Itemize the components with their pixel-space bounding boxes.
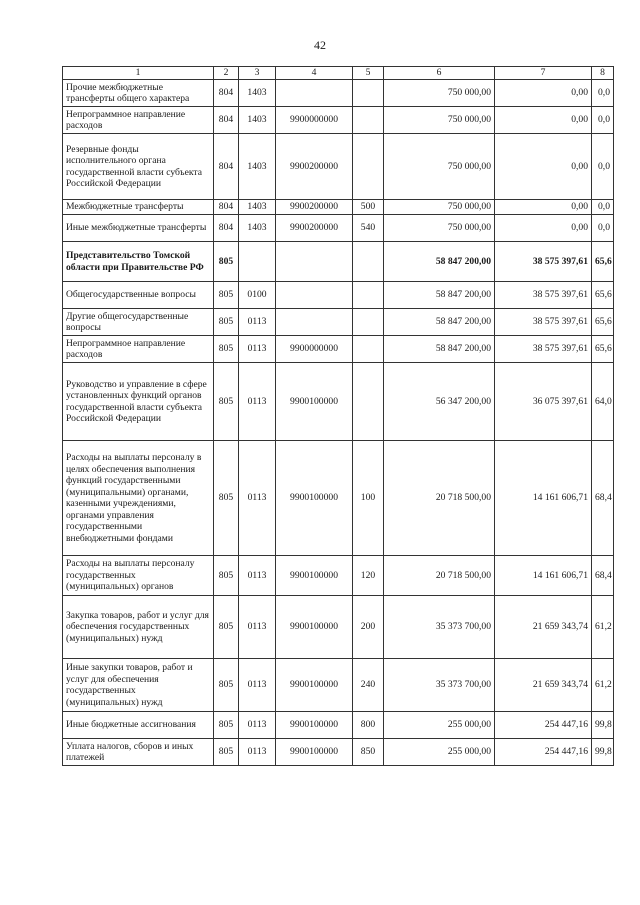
planned-amount-cell: 750 000,00	[384, 200, 495, 215]
execution-percent-cell: 0,0	[592, 107, 614, 134]
actual-amount-cell: 0,00	[495, 200, 592, 215]
row-name-cell: Другие общегосударственные вопросы	[63, 309, 214, 336]
table-body	[63, 80, 614, 766]
section-code-cell: 0113	[239, 309, 276, 336]
section-code-cell: 0113	[239, 441, 276, 556]
actual-amount-cell: 38 575 397,61	[495, 242, 592, 282]
target-article-cell	[276, 80, 353, 107]
section-code-cell: 0113	[239, 659, 276, 712]
page-number: 42	[314, 38, 326, 52]
table-header-row	[63, 67, 614, 80]
ved-code-cell: 805	[214, 712, 239, 739]
section-code-cell: 1403	[239, 200, 276, 215]
table-row	[63, 363, 614, 441]
actual-amount-cell: 14 161 606,71	[495, 441, 592, 556]
expense-type-cell	[353, 134, 384, 200]
expense-type-cell: 800	[353, 712, 384, 739]
expense-type-cell	[353, 309, 384, 336]
column-header: 3	[239, 67, 276, 80]
execution-percent-cell: 65,6	[592, 309, 614, 336]
execution-percent-cell: 68,4	[592, 441, 614, 556]
column-header: 8	[592, 67, 614, 80]
actual-amount-cell: 21 659 343,74	[495, 596, 592, 659]
ved-code-cell: 805	[214, 363, 239, 441]
execution-percent-cell: 64,0	[592, 363, 614, 441]
ved-code-cell: 805	[214, 282, 239, 309]
expense-type-cell	[353, 242, 384, 282]
row-name-cell: Иные межбюджетные трансферты	[63, 215, 214, 242]
row-name-cell: Резервные фонды исполнительного органа государственной власти субъекта Российской Федерации	[63, 134, 214, 200]
column-header: 2	[214, 67, 239, 80]
table-row	[63, 134, 614, 200]
actual-amount-cell: 254 447,16	[495, 739, 592, 766]
target-article-cell	[276, 309, 353, 336]
execution-percent-cell: 61,2	[592, 596, 614, 659]
expense-type-cell: 100	[353, 441, 384, 556]
budget-table	[62, 66, 614, 766]
section-code-cell: 0100	[239, 282, 276, 309]
actual-amount-cell: 254 447,16	[495, 712, 592, 739]
target-article-cell	[276, 282, 353, 309]
row-name-cell: Расходы на выплаты персоналу государственных (муниципальных) органов	[63, 556, 214, 596]
expense-type-cell	[353, 363, 384, 441]
row-name-cell: Непрограммное направление расходов	[63, 336, 214, 363]
section-code-cell: 1403	[239, 134, 276, 200]
ved-code-cell: 804	[214, 215, 239, 242]
ved-code-cell: 805	[214, 556, 239, 596]
section-code-cell: 0113	[239, 556, 276, 596]
ved-code-cell: 805	[214, 242, 239, 282]
planned-amount-cell: 255 000,00	[384, 739, 495, 766]
actual-amount-cell: 14 161 606,71	[495, 556, 592, 596]
row-name-cell: Представительство Томской области при Правительстве РФ	[63, 242, 214, 282]
execution-percent-cell: 0,0	[592, 215, 614, 242]
column-header: 5	[353, 67, 384, 80]
section-code-cell: 0113	[239, 739, 276, 766]
target-article-cell: 9900200000	[276, 215, 353, 242]
row-name-cell: Непрограммное направление расходов	[63, 107, 214, 134]
target-article-cell: 9900200000	[276, 134, 353, 200]
table-row	[63, 215, 614, 242]
planned-amount-cell: 255 000,00	[384, 712, 495, 739]
ved-code-cell: 805	[214, 739, 239, 766]
target-article-cell: 9900100000	[276, 556, 353, 596]
planned-amount-cell: 20 718 500,00	[384, 441, 495, 556]
planned-amount-cell: 58 847 200,00	[384, 309, 495, 336]
actual-amount-cell: 38 575 397,61	[495, 336, 592, 363]
planned-amount-cell: 58 847 200,00	[384, 242, 495, 282]
table-row	[63, 712, 614, 739]
section-code-cell: 0113	[239, 336, 276, 363]
planned-amount-cell: 56 347 200,00	[384, 363, 495, 441]
expense-type-cell: 240	[353, 659, 384, 712]
execution-percent-cell: 0,0	[592, 200, 614, 215]
planned-amount-cell: 750 000,00	[384, 215, 495, 242]
expense-type-cell: 200	[353, 596, 384, 659]
planned-amount-cell: 20 718 500,00	[384, 556, 495, 596]
ved-code-cell: 805	[214, 336, 239, 363]
actual-amount-cell: 0,00	[495, 107, 592, 134]
column-header: 1	[63, 67, 214, 80]
table-row	[63, 242, 614, 282]
row-name-cell: Расходы на выплаты персоналу в целях обеспечения выполнения функций государственными (муниципальными) органами, казенными учреждениями, органами управления государственными внебюджетными фондами	[63, 441, 214, 556]
section-code-cell: 0113	[239, 596, 276, 659]
target-article-cell: 9900000000	[276, 107, 353, 134]
ved-code-cell: 804	[214, 80, 239, 107]
row-name-cell: Прочие межбюджетные трансферты общего характера	[63, 80, 214, 107]
row-name-cell: Общегосударственные вопросы	[63, 282, 214, 309]
table-row	[63, 659, 614, 712]
execution-percent-cell: 68,4	[592, 556, 614, 596]
execution-percent-cell: 99,8	[592, 739, 614, 766]
target-article-cell: 9900000000	[276, 336, 353, 363]
expense-type-cell: 540	[353, 215, 384, 242]
planned-amount-cell: 750 000,00	[384, 107, 495, 134]
execution-percent-cell: 0,0	[592, 134, 614, 200]
target-article-cell: 9900200000	[276, 200, 353, 215]
table-row	[63, 556, 614, 596]
table-row	[63, 441, 614, 556]
actual-amount-cell: 0,00	[495, 215, 592, 242]
expense-type-cell	[353, 336, 384, 363]
actual-amount-cell: 21 659 343,74	[495, 659, 592, 712]
planned-amount-cell: 35 373 700,00	[384, 659, 495, 712]
section-code-cell	[239, 242, 276, 282]
row-name-cell: Иные бюджетные ассигнования	[63, 712, 214, 739]
expense-type-cell	[353, 107, 384, 134]
table-row	[63, 282, 614, 309]
table-row	[63, 309, 614, 336]
ved-code-cell: 804	[214, 134, 239, 200]
execution-percent-cell: 0,0	[592, 80, 614, 107]
ved-code-cell: 805	[214, 596, 239, 659]
row-name-cell: Уплата налогов, сборов и иных платежей	[63, 739, 214, 766]
ved-code-cell: 805	[214, 441, 239, 556]
planned-amount-cell: 58 847 200,00	[384, 336, 495, 363]
execution-percent-cell: 65,6	[592, 242, 614, 282]
row-name-cell: Руководство и управление в сфере установленных функций органов государственной власти субъекта Российской Федерации	[63, 363, 214, 441]
expense-type-cell: 500	[353, 200, 384, 215]
planned-amount-cell: 58 847 200,00	[384, 282, 495, 309]
column-header: 7	[495, 67, 592, 80]
table-row	[63, 739, 614, 766]
planned-amount-cell: 35 373 700,00	[384, 596, 495, 659]
row-name-cell: Закупка товаров, работ и услуг для обеспечения государственных (муниципальных) нужд	[63, 596, 214, 659]
actual-amount-cell: 38 575 397,61	[495, 282, 592, 309]
target-article-cell: 9900100000	[276, 363, 353, 441]
column-header: 4	[276, 67, 353, 80]
execution-percent-cell: 61,2	[592, 659, 614, 712]
target-article-cell: 9900100000	[276, 739, 353, 766]
section-code-cell: 0113	[239, 712, 276, 739]
target-article-cell: 9900100000	[276, 659, 353, 712]
ved-code-cell: 805	[214, 659, 239, 712]
row-name-cell: Межбюджетные трансферты	[63, 200, 214, 215]
execution-percent-cell: 99,8	[592, 712, 614, 739]
expense-type-cell	[353, 80, 384, 107]
actual-amount-cell: 0,00	[495, 134, 592, 200]
table-row	[63, 596, 614, 659]
expense-type-cell: 850	[353, 739, 384, 766]
row-name-cell: Иные закупки товаров, работ и услуг для обеспечения государственных (муниципальных) нужд	[63, 659, 214, 712]
column-header: 6	[384, 67, 495, 80]
section-code-cell: 0113	[239, 363, 276, 441]
table-row	[63, 200, 614, 215]
ved-code-cell: 804	[214, 107, 239, 134]
table-row	[63, 80, 614, 107]
execution-percent-cell: 65,6	[592, 282, 614, 309]
execution-percent-cell: 65,6	[592, 336, 614, 363]
actual-amount-cell: 38 575 397,61	[495, 309, 592, 336]
section-code-cell: 1403	[239, 107, 276, 134]
target-article-cell: 9900100000	[276, 712, 353, 739]
actual-amount-cell: 0,00	[495, 80, 592, 107]
section-code-cell: 1403	[239, 215, 276, 242]
planned-amount-cell: 750 000,00	[384, 134, 495, 200]
table-row	[63, 336, 614, 363]
target-article-cell: 9900100000	[276, 441, 353, 556]
target-article-cell: 9900100000	[276, 596, 353, 659]
table-row	[63, 107, 614, 134]
ved-code-cell: 804	[214, 200, 239, 215]
ved-code-cell: 805	[214, 309, 239, 336]
expense-type-cell	[353, 282, 384, 309]
target-article-cell	[276, 242, 353, 282]
actual-amount-cell: 36 075 397,61	[495, 363, 592, 441]
expense-type-cell: 120	[353, 556, 384, 596]
section-code-cell: 1403	[239, 80, 276, 107]
planned-amount-cell: 750 000,00	[384, 80, 495, 107]
